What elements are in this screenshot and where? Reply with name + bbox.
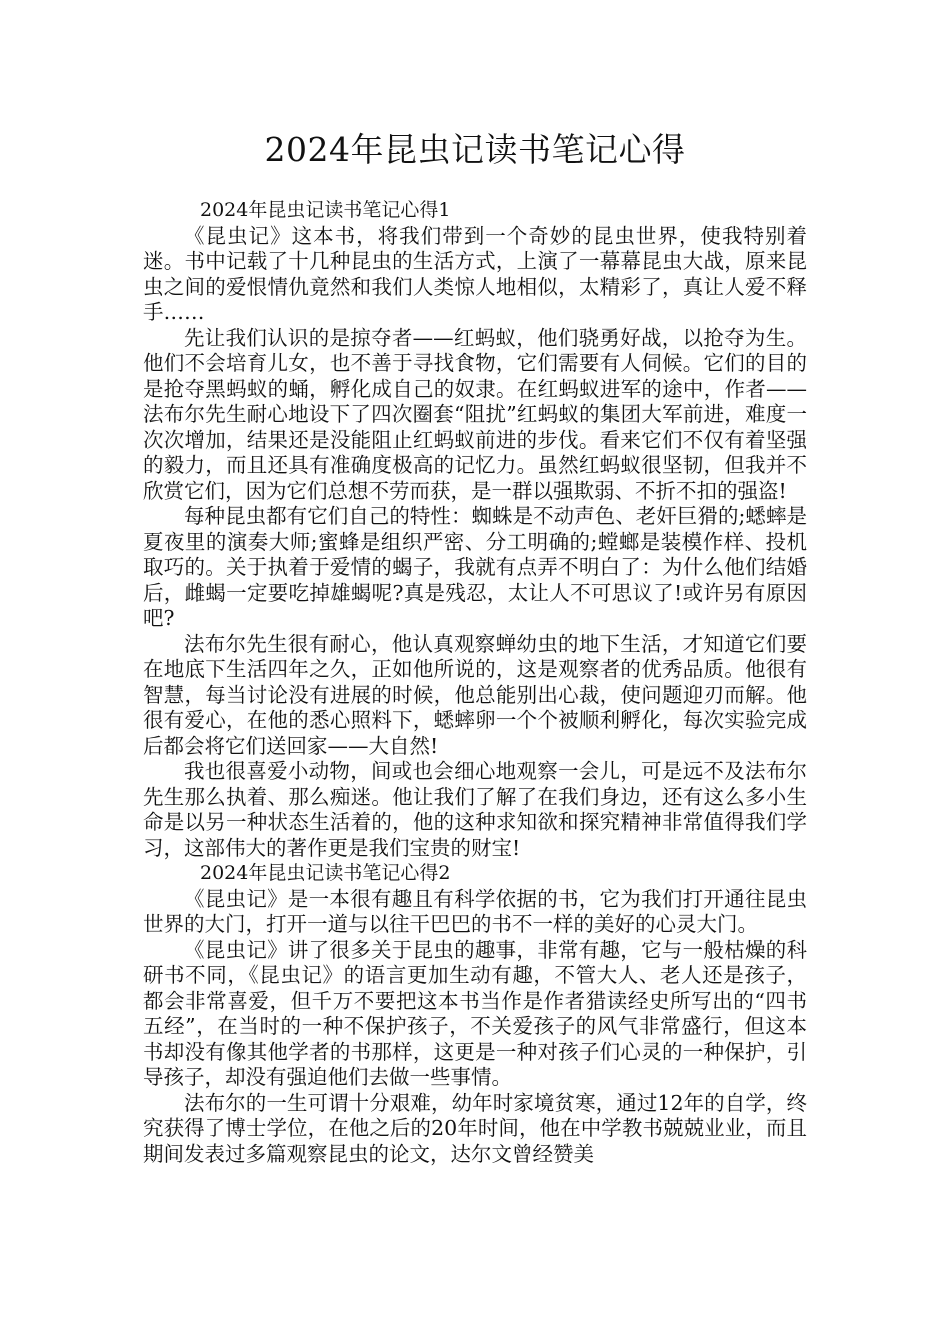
paragraph: 《昆虫记》讲了很多关于昆虫的趣事，非常有趣，它与一般枯燥的科研书不同，《昆虫记》的语言更加生动有趣，不管大人、老人还是孩子，都会非常喜爱，但千万不要把这本书当作是作者猎读经史所写出的“四书五经”，在当时的一种不保护孩子，不关爱孩子的风气非常盛行，但这本书却没有像其他学者的书那样，这更是一种对孩子们心灵的一种保护，引导孩子，却没有强迫他们去做一些事情。	[143, 937, 807, 1089]
paragraph: 《昆虫记》这本书，将我们带到一个奇妙的昆虫世界，使我特别着迷。书中记载了十几种昆虫的生活方式，上演了一幕幕昆虫大战，原来昆虫之间的爱恨情仇竟然和我们人类惊人地相似，太精彩了，真让人爱不释手……	[143, 223, 807, 324]
paragraph: 每种昆虫都有它们自己的特性：蜘蛛是不动声色、老奸巨猾的;蟋蟀是夏夜里的演奏大师;蜜蜂是组织严密、分工明确的;螳螂是装模作样、投机取巧的。关于执着于爱情的蝎子，我就有点弄不明白了：为什么他们结婚后，雌蝎一定要吃掉雄蝎呢?真是残忍，太让人不可思议了!或许另有原因吧?	[143, 504, 807, 630]
section-1	[143, 198, 807, 861]
paragraph: 法布尔先生很有耐心，他认真观察蝉幼虫的地下生活，才知道它们要在地底下生活四年之久，正如他所说的，这是观察者的优秀品质。他很有智慧，每当讨论没有进展的时候，他总能别出心裁，使问题迎刃而解。他很有爱心，在他的悉心照料下，蟋蟀卵一个个被顺利孵化，每次实验完成后都会将它们送回家——大自然!	[143, 631, 807, 758]
document-title: 2024年昆虫记读书笔记心得	[264, 130, 686, 169]
paragraph: 《昆虫记》是一本很有趣且有科学依据的书，它为我们打开通往昆虫世界的大门，打开一道与以往干巴巴的书不一样的美好的心灵大门。	[143, 886, 807, 936]
paragraph: 我也很喜爱小动物，间或也会细心地观察一会儿，可是远不及法布尔先生那么执着、那么痴迷。他让我们了解了在我们身边，还有这么多小生命是以另一种状态生活着的，他的这种求知欲和探究精神非常值得我们学习，这部伟大的著作更是我们宝贵的财宝!	[143, 759, 807, 860]
paragraph: 法布尔的一生可谓十分艰难，幼年时家境贫寒，通过12年的自学，终究获得了博士学位，在他之后的20年时间，他在中学教书兢兢业业，而且期间发表过多篇观察昆虫的论文，达尔文曾经赞美	[143, 1090, 807, 1166]
paragraph: 先让我们认识的是掠夺者——红蚂蚁，他们骁勇好战，以抢夺为生。他们不会培育儿女，也不善于寻找食物，它们需要有人伺候。它们的目的是抢夺黑蚂蚁的蛹，孵化成自己的奴隶。在红蚂蚁进军的途中，作者——法布尔先生耐心地设下了四次圈套“阻扰”红蚂蚁的集团大军前进，难度一次次增加，结果还是没能阻止红蚂蚁前进的步伐。看来它们不仅有着坚强的毅力，而且还具有准确度极高的记忆力。虽然红蚂蚁很坚韧，但我并不欣赏它们，因为它们总想不劳而获，是一群以强欺弱、不折不扣的强盗!	[143, 325, 807, 503]
document-body	[143, 198, 807, 1167]
section-2	[143, 861, 807, 1167]
section-heading: 2024年昆虫记读书笔记心得1	[200, 199, 451, 221]
section-heading: 2024年昆虫记读书笔记心得2	[200, 862, 451, 884]
